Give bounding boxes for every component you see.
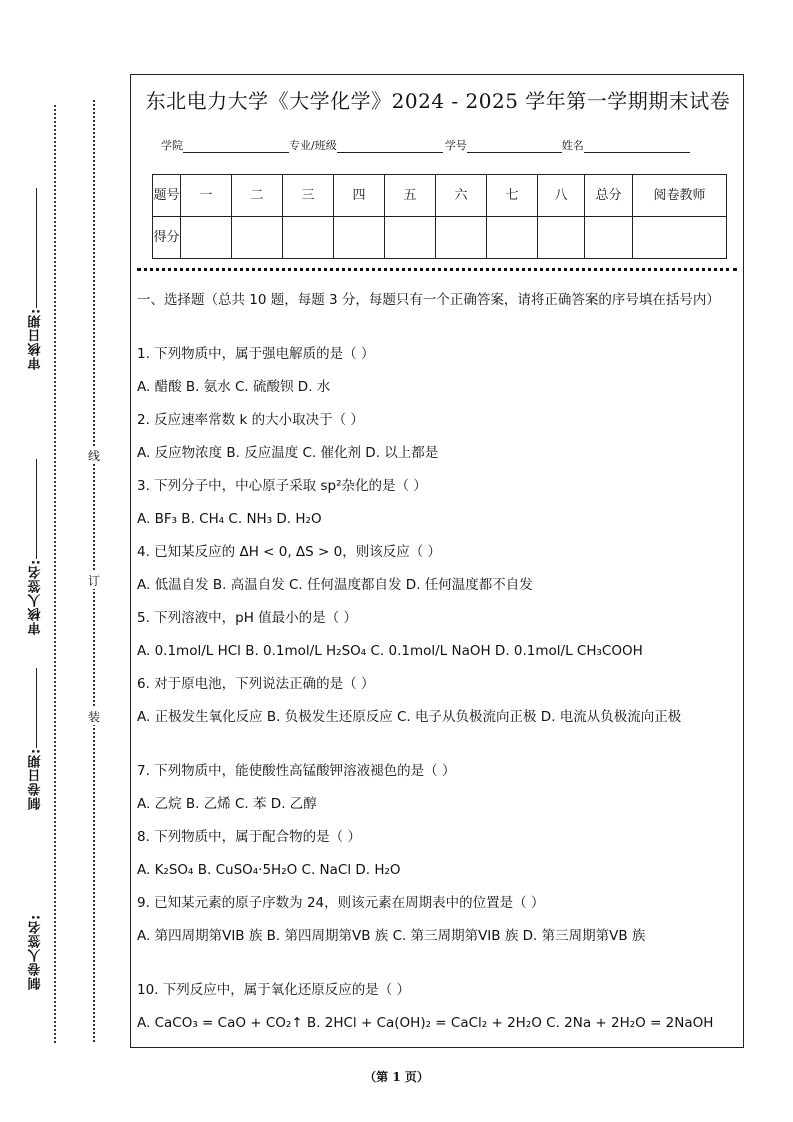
page-number: （第 1 页） xyxy=(364,1070,429,1084)
question-9: 9. 已知某元素的原子序数为 24，则该元素在周期表中的位置是（ ） xyxy=(137,895,545,911)
college-label: 学院 xyxy=(161,139,183,152)
score-table-header-row xyxy=(153,175,727,217)
question-5: 5. 下列溶液中，pH 值最小的是（ ） xyxy=(137,610,357,626)
name-field[interactable] xyxy=(584,138,690,153)
reviewer-sign-label: 审核人签名: xyxy=(28,410,44,635)
name-label: 姓名 xyxy=(561,139,584,152)
col-2: 二 xyxy=(232,175,283,217)
score-cell[interactable] xyxy=(385,217,436,259)
options-3: A. BF₃ B. CH₄ C. NH₃ D. H₂O xyxy=(137,511,322,527)
score-cell[interactable] xyxy=(334,217,385,259)
options-5: A. 0.1mol/L HCl B. 0.1mol/L H₂SO₄ C. 0.1mol/L NaOH D. 0.1mol/L CH₃COOH xyxy=(137,643,643,659)
question-4: 4. 已知某反应的 ΔH < 0, ΔS > 0，则该反应（ ） xyxy=(137,544,441,560)
options-8: A. K₂SO₄ B. CuSO₄·5H₂O C. NaCl D. H₂O xyxy=(137,862,401,878)
question-7: 7. 下列物质中，能使酸性高锰酸钾溶液褪色的是（ ） xyxy=(137,763,456,779)
dotted-separator xyxy=(137,268,737,271)
college-field[interactable] xyxy=(183,138,289,153)
options-6: A. 正极发生氧化反应 B. 负极发生还原反应 C. 电子从负极流向正极 D. 电流从负极流向正极 xyxy=(137,709,682,725)
student-info-line xyxy=(161,135,721,153)
question-10: 10. 下列反应中，属于氧化还原反应的是（ ） xyxy=(137,982,411,998)
exam-title: 东北电力大学《大学化学》2024 - 2025 学年第一学期期末试卷 xyxy=(145,89,731,113)
binding-mark-ding: 订 xyxy=(87,574,100,588)
options-10: A. CaCO₃ = CaO + CO₂↑ B. 2HCl + Ca(OH)₂ = CaCl₂ + 2H₂O C. 2Na + 2H₂O = 2NaOH xyxy=(137,1015,714,1031)
score-cell[interactable] xyxy=(232,217,283,259)
score-cell[interactable] xyxy=(181,217,232,259)
student-id-field[interactable] xyxy=(467,138,562,153)
score-cell[interactable] xyxy=(436,217,487,259)
score-table-score-row xyxy=(153,217,727,259)
row-label-defen: 得分 xyxy=(153,217,181,259)
col-3: 三 xyxy=(283,175,334,217)
score-table xyxy=(152,174,727,259)
options-4: A. 低温自发 B. 高温自发 C. 任何温度都自发 D. 任何温度都不自发 xyxy=(137,577,533,593)
col-1: 一 xyxy=(181,175,232,217)
score-cell-grader[interactable] xyxy=(633,217,727,259)
col-7: 七 xyxy=(487,175,538,217)
student-id-label: 学号 xyxy=(444,139,467,152)
question-1: 1. 下列物质中，属于强电解质的是（ ） xyxy=(137,346,375,362)
binding-dotted-line xyxy=(54,105,56,1043)
options-7: A. 乙烷 B. 乙烯 C. 苯 D. 乙醇 xyxy=(137,796,317,812)
paper-sign-label: 制卷人签名: xyxy=(28,913,44,990)
binding-mark-zhuang: 装 xyxy=(87,710,100,724)
major-field[interactable] xyxy=(337,138,443,153)
score-cell[interactable] xyxy=(487,217,538,259)
options-9: A. 第四周期第VIB 族 B. 第四周期第VB 族 C. 第三周期第VIB 族 D. 第三周期第VB 族 xyxy=(137,928,646,944)
col-grader: 阅卷教师 xyxy=(633,175,727,217)
row-label-tihao: 题号 xyxy=(153,175,181,217)
options-1: A. 醋酸 B. 氨水 C. 硫酸钡 D. 水 xyxy=(137,379,331,395)
paper-date-label: 制卷日期: xyxy=(28,660,44,810)
review-date-label: 审核日期: xyxy=(28,160,44,370)
question-6: 6. 对于原电池，下列说法正确的是（ ） xyxy=(137,676,375,692)
options-2: A. 反应物浓度 B. 反应温度 C. 催化剂 D. 以上都是 xyxy=(137,445,439,461)
question-8: 8. 下列物质中，属于配合物的是（ ） xyxy=(137,829,361,845)
col-5: 五 xyxy=(385,175,436,217)
section-1-heading: 一、选择题（总共 10 题，每题 3 分，每题只有一个正确答案，请将正确答案的序号填在括号内） xyxy=(137,292,720,308)
question-2: 2. 反应速率常数 k 的大小取决于（ ） xyxy=(137,412,364,428)
col-8: 八 xyxy=(538,175,585,217)
binding-dotted-line-inner xyxy=(93,100,95,1042)
col-6: 六 xyxy=(436,175,487,217)
col-total: 总分 xyxy=(585,175,633,217)
exam-frame xyxy=(130,74,744,1048)
score-cell[interactable] xyxy=(283,217,334,259)
score-cell[interactable] xyxy=(538,217,585,259)
question-3: 3. 下列分子中，中心原子采取 sp²杂化的是（ ） xyxy=(137,478,427,494)
col-4: 四 xyxy=(334,175,385,217)
major-label: 专业/班级 xyxy=(289,139,337,152)
binding-mark-xian: 线 xyxy=(87,449,100,463)
score-cell-total[interactable] xyxy=(585,217,633,259)
